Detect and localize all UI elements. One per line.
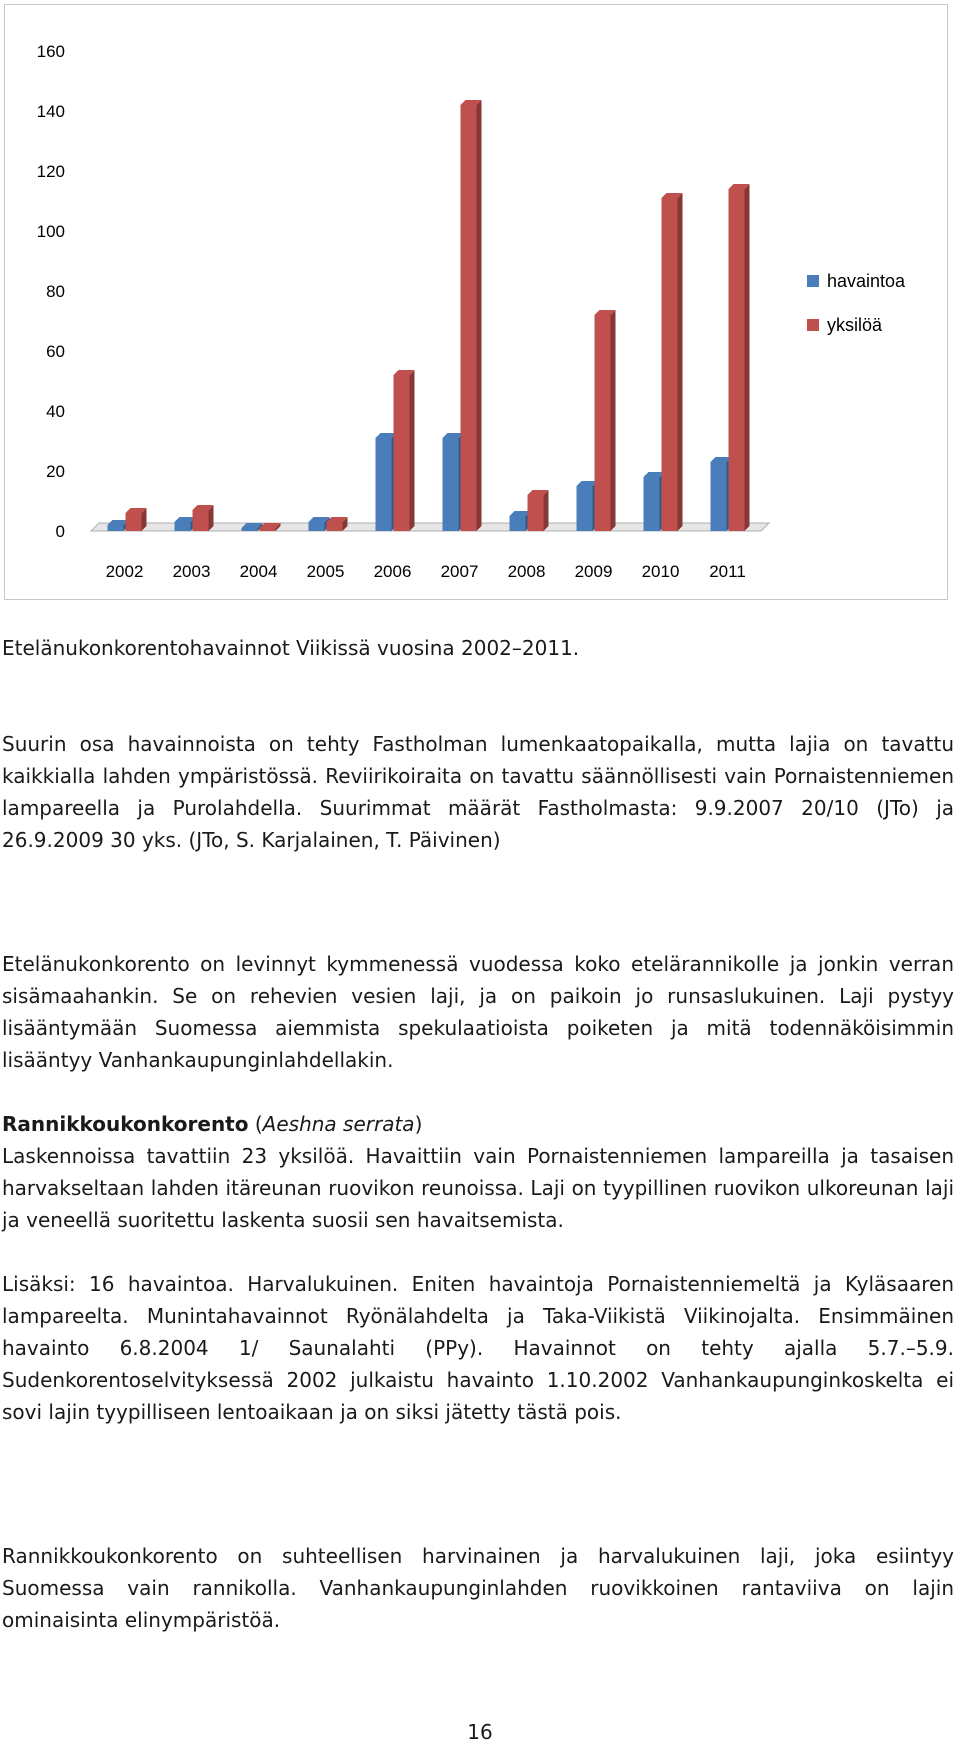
bar-havaintoa-2005 [309, 517, 330, 531]
bar-havaintoa-2010 [644, 472, 665, 531]
y-tick-label: 100 [36, 222, 65, 241]
y-tick-label: 140 [36, 102, 65, 121]
bar-yksilöä-2010 [662, 193, 683, 531]
bar-yksilöä-2008 [528, 490, 549, 531]
species-close-paren: ) [414, 1112, 423, 1136]
x-tick-label: 2006 [373, 562, 412, 581]
bar-chart [5, 5, 949, 601]
x-tick-label: 2004 [239, 562, 278, 581]
bar-havaintoa-2009 [577, 481, 598, 531]
x-tick-label: 2010 [641, 562, 680, 581]
bar-yksilöä-2011 [729, 184, 750, 531]
bar-yksilöä-2007 [461, 100, 482, 531]
bar-havaintoa-2007 [443, 433, 464, 531]
y-tick-label: 20 [46, 462, 65, 481]
y-tick-label: 60 [46, 342, 65, 361]
x-tick-label: 2011 [709, 562, 746, 581]
x-tick-label: 2002 [105, 562, 144, 581]
bar-yksilöä-2003 [193, 505, 214, 531]
x-tick-label: 2007 [440, 562, 479, 581]
legend-swatch-yksilöä [807, 319, 819, 331]
y-tick-label: 120 [36, 162, 65, 181]
species-open-paren: ( [248, 1112, 263, 1136]
x-tick-label: 2009 [574, 562, 613, 581]
x-tick-label: 2003 [172, 562, 211, 581]
chart-caption: Etelänukonkorentohavainnot Viikissä vuosina 2002–2011. [2, 636, 580, 660]
bar-yksilöä-2009 [595, 310, 616, 531]
bar-havaintoa-2011 [711, 457, 732, 531]
x-tick-label: 2005 [306, 562, 345, 581]
bar-yksilöä-2005 [327, 517, 348, 531]
bar-yksilöä-2006 [394, 370, 415, 531]
paragraph-spread: Etelänukonkorento on levinnyt kymmenessä vuodessa koko etelärannikolle ja jonkin verran sisämaahankin. Se on rehevien vesien laji, ja on paikoin jo runsaslukuinen. Laji pystyy lisääntymään Suomessa aiemmista spekulaatioista poiketen ja mitä todennäköisimmin lisääntyy Vanhankaupunginlahdellakin. [2, 952, 954, 1072]
paragraph-additional: Lisäksi: 16 havaintoa. Harvalukuinen. Eniten havaintoja Pornaistenniemeltä ja Kyläsaaren lampareelta. Munintahavainnot Ryönälahdelta ja Taka-Viikistä Viikinojalta. Ensimmäinen havainto 6.8.2004 1/ Saunalahti (PPy). Havainnot on tehty ajalla 5.7.–5.9. Sudenkorentoselvityksessä 2002 julkaistu havainto 1.10.2002 Vanhankaupunginkoskelta ei sovi lajin tyypilliseen lentoaikaan ja on siksi jätetty tästä pois. [2, 1272, 954, 1424]
chart-frame [4, 4, 948, 600]
species-latin-name: Aeshna serrata [262, 1112, 415, 1136]
paragraph-counts: Laskennoissa tavattiin 23 yksilöä. Havaittiin vain Pornaistenniemen lampareilla ja tasaisen harvakseltaan lahden itäreunan ruovikon reunoissa. Laji on tyypillinen ruovikon ulkoreunan laji ja veneellä suoritettu laskenta suosii sen havaitsemista. [2, 1144, 954, 1232]
paragraph-summary: Rannikkoukonkorento on suhteellisen harvinainen ja harvalukuinen laji, joka esiintyy Suomessa vain rannikolla. Vanhankaupunginlahden ruovikkoinen rantaviiva on lajin ominaisinta elinympäristöä. [2, 1544, 954, 1632]
paragraph-distribution: Suurin osa havainnoista on tehty Fastholman lumenkaatopaikalla, mutta lajia on tavattu kaikkialla lahden ympäristössä. Reviirikoiraita on tavattu säännöllisesti vain Pornaistenniemen lampareella ja Purolahdella. Suurimmat määrät Fastholmasta: 9.9.2007 20/10 (JTo) ja 26.9.2009 30 yks. (JTo, S. Karjalainen, T. Päivinen) [2, 732, 954, 852]
bar-havaintoa-2008 [510, 511, 531, 531]
legend-swatch-havaintoa [807, 275, 819, 287]
bar-havaintoa-2006 [376, 433, 397, 531]
species-heading [2, 1108, 954, 1140]
bar-havaintoa-2003 [175, 517, 196, 531]
legend-label-havaintoa: havaintoa [827, 271, 906, 291]
x-tick-label: 2008 [507, 562, 546, 581]
page-number: 16 [467, 1720, 493, 1744]
y-tick-label: 0 [55, 522, 65, 541]
y-tick-label: 160 [36, 42, 65, 61]
species-name: Rannikkoukonkorento [2, 1112, 249, 1136]
y-tick-label: 40 [46, 402, 65, 421]
bar-yksilöä-2002 [126, 508, 147, 531]
y-tick-label: 80 [46, 282, 65, 301]
legend-label-yksilöä: yksilöä [827, 315, 883, 335]
